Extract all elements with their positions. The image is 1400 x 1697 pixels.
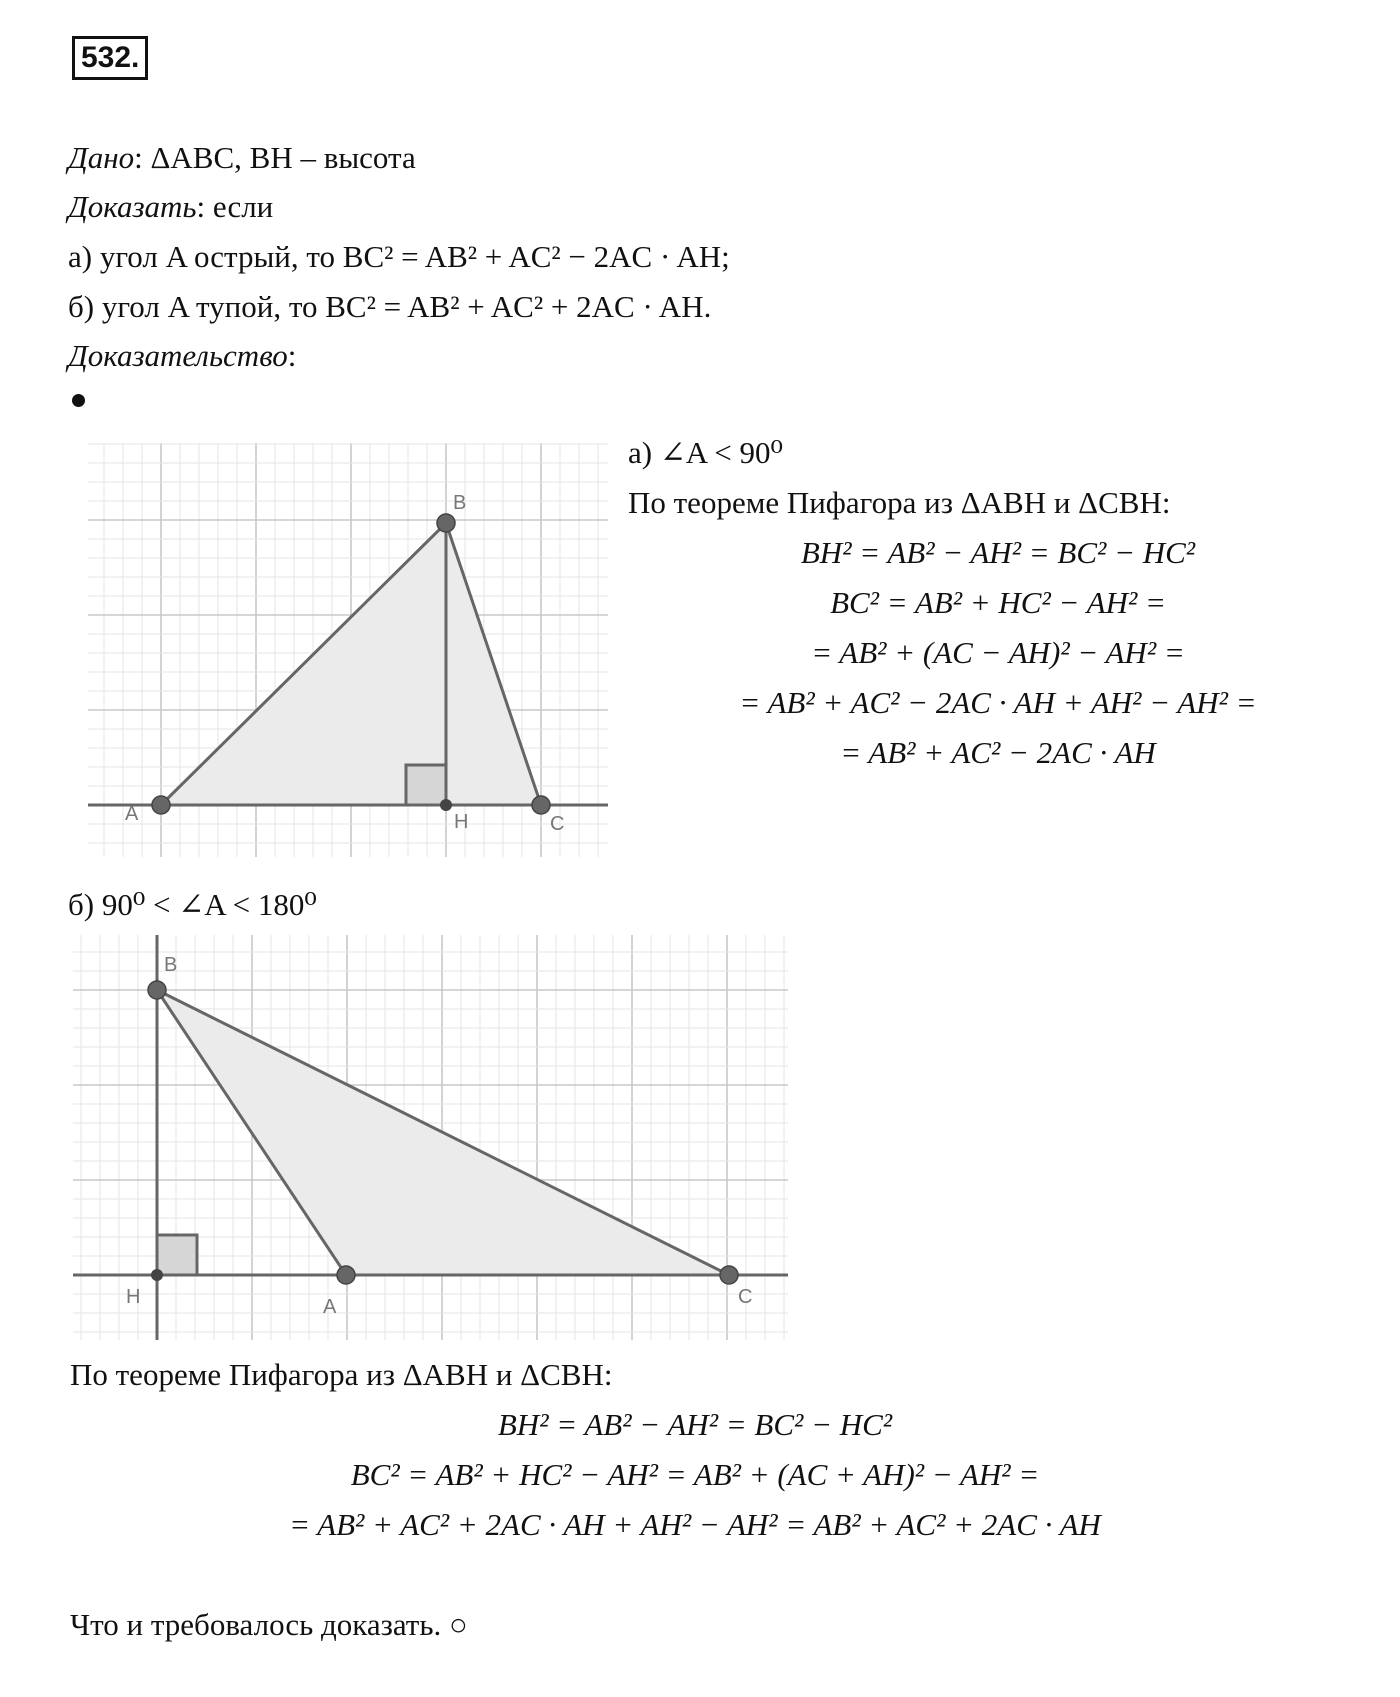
part-b-eq1: BH² = AB² − AH² = BC² − HC²	[497, 1407, 893, 1442]
given-label: Дано	[68, 140, 135, 175]
label-h-b: H	[126, 1286, 141, 1308]
label-b-b: B	[164, 954, 178, 976]
right-angle-marker-b	[157, 1235, 197, 1275]
label-c-a: C	[550, 813, 565, 835]
figure-b-obtuse-triangle	[73, 935, 788, 1340]
part-a-eq3: = AB² + (AC − AH)² − AH² =	[811, 635, 1185, 670]
part-a-condition: а) ∠A < 90⁰	[628, 435, 783, 470]
bullet-marker	[72, 394, 85, 407]
label-h-a: H	[454, 811, 469, 833]
prove-label: Доказать	[68, 189, 197, 224]
problem-number: 532.	[72, 36, 148, 80]
point-h-b	[151, 1269, 163, 1281]
part-a-eq2: BC² = AB² + HC² − AH² =	[830, 585, 1166, 620]
label-a-a: A	[125, 803, 139, 825]
point-c-b	[720, 1266, 738, 1284]
part-b-eq2: BC² = AB² + HC² − AH² = AB² + (AC + AH)² − AH² =	[350, 1457, 1040, 1492]
point-b-a	[437, 514, 455, 532]
part-a-eq1: BH² = AB² − AH² = BC² − HC²	[800, 535, 1196, 570]
label-c-b: C	[738, 1286, 753, 1308]
prove-text: : если	[196, 189, 274, 224]
point-b-b	[148, 981, 166, 999]
proof-line	[68, 336, 296, 376]
label-a-b: A	[323, 1296, 337, 1318]
prove-line	[68, 187, 273, 227]
part-b-eq3: = AB² + AC² + 2AC · AH + AH² − AH² = AB² + AC² + 2AC · AH	[289, 1507, 1101, 1542]
figure-a-acute-triangle	[88, 443, 608, 857]
point-a-b	[337, 1266, 355, 1284]
prove-item-a: а) угол A острый, то BC² = AB² + AC² − 2AC · AH;	[68, 239, 730, 274]
prove-item-b: б) угол A тупой, то BC² = AB² + AC² + 2AC · AH.	[68, 289, 712, 324]
given-line	[68, 138, 416, 178]
given-text: : ΔABC, BH – высота	[134, 140, 416, 175]
proof-label: Доказательство	[68, 338, 288, 373]
part-a-eq5: = AB² + AC² − 2AC · AH	[840, 735, 1156, 770]
right-angle-marker-a	[406, 765, 446, 805]
proof-colon: :	[287, 338, 297, 373]
point-h-a	[440, 799, 452, 811]
label-b-a: B	[453, 492, 467, 514]
part-a-eq4: = AB² + AC² − 2AC · AH + AH² − AH² =	[739, 685, 1257, 720]
part-b-intro: По теореме Пифагора из ΔABH и ΔCBH:	[70, 1357, 613, 1392]
conclusion: Что и требовалось доказать. ○	[70, 1607, 468, 1642]
point-c-a	[532, 796, 550, 814]
point-a-a	[152, 796, 170, 814]
part-a-intro: По теореме Пифагора из ΔABH и ΔCBH:	[628, 485, 1171, 520]
part-b-condition: б) 90⁰ < ∠A < 180⁰	[68, 887, 317, 922]
triangle-abc-b	[157, 990, 729, 1275]
